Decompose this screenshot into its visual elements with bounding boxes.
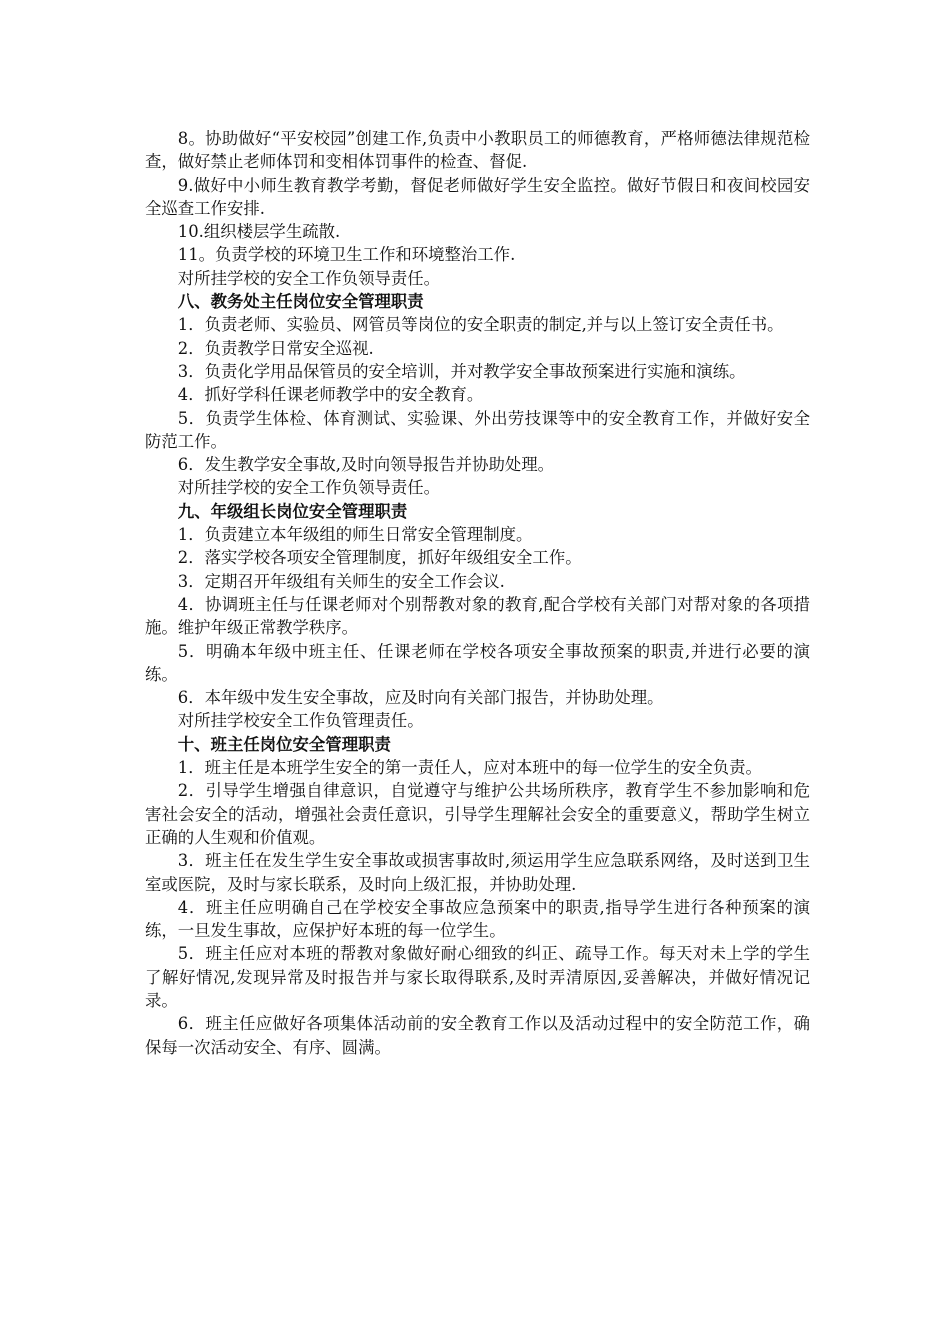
paragraph: 11。负责学校的环境卫生工作和环境整治工作. (177, 245, 516, 265)
paragraph: 对所挂学校的安全工作负领导责任。 (177, 268, 441, 288)
document-page (145, 127, 810, 1059)
paragraph: 3．负责化学用品保管员的安全培训，并对教学安全事故预案进行实施和演练。 (177, 361, 746, 381)
paragraph: 4．抓好学科任课老师教学中的安全教育。 (177, 385, 484, 405)
paragraph: 2．落实学校各项安全管理制度，抓好年级组安全工作。 (177, 548, 582, 568)
paragraph: 对所挂学校的安全工作负领导责任。 (177, 478, 441, 498)
section-heading: 九、年级组长岗位安全管理职责 (177, 501, 408, 521)
paragraph: 6．班主任应做好各项集体活动前的安全教育工作以及活动过程中的安全防范工作，确保每一次活动安全、有序、圆满。 (145, 1014, 810, 1057)
paragraph: 10.组织楼层学生疏散. (177, 222, 341, 242)
paragraph: 1．班主任是本班学生安全的第一责任人，应对本班中的每一位学生的安全负责。 (177, 758, 762, 778)
paragraph: 1．负责建立本年级组的师生日常安全管理制度。 (177, 525, 533, 545)
paragraph: 3．班主任在发生学生安全事故或损害事故时,须运用学生应急联系网络，及时送到卫生室或医院，及时与家长联系，及时向上级汇报，并协助处理. (145, 851, 810, 894)
paragraph: 4．班主任应明确自己在学校安全事故应急预案中的职责,指导学生进行各种预案的演练，一旦发生事故，应保护好本班的每一位学生。 (145, 897, 810, 941)
paragraph: 6．发生教学安全事故,及时向领导报告并协助处理。 (177, 455, 555, 475)
paragraph: 2．负责教学日常安全巡视. (177, 338, 374, 358)
paragraph: 3．定期召开年级组有关师生的安全工作会议. (177, 571, 505, 591)
section-heading: 八、教务处主任岗位安全管理职责 (177, 292, 424, 312)
paragraph: 5．班主任应对本班的帮教对象做好耐心细致的纠正、疏导工作。每天对未上学的学生了解好情况,发现异常及时报告并与家长取得联系,及时弄清原因,妥善解决，并做好情况记录。 (145, 944, 810, 1010)
paragraph: 8。协助做好“平安校园”创建工作,负责中小教职员工的师德教育，严格师德法律规范检查，做好禁止老师体罚和变相体罚事件的检查、督促. (145, 129, 810, 172)
paragraph: 4．协调班主任与任课老师对个别帮教对象的教育,配合学校有关部门对帮对象的各项措施。维护年级正常教学秩序。 (145, 594, 810, 638)
paragraph: 5．负责学生体检、体育测试、实验课、外出劳技课等中的安全教育工作，并做好安全防范工作。 (145, 408, 810, 451)
paragraph: 2．引导学生增强自律意识，自觉遵守与维护公共场所秩序，教育学生不参加影响和危害社会安全的活动，增强社会责任意识，引导学生理解社会安全的重要意义，帮助学生树立正确的人生观和价值观。 (145, 781, 810, 847)
paragraph: 对所挂学校安全工作负管理责任。 (177, 711, 424, 731)
paragraph: 9.做好中小师生教育教学考勤，督促老师做好学生安全监控。做好节假日和夜间校园安全巡查工作安排. (145, 175, 810, 218)
paragraph: 5．明确本年级中班主任、任课老师在学校各项安全事故预案的职责,并进行必要的演练。 (145, 641, 810, 684)
paragraph: 6．本年级中发生安全事故，应及时向有关部门报告，并协助处理。 (177, 688, 664, 708)
paragraph: 1．负责老师、实验员、网管员等岗位的安全职责的制定,并与以上签订安全责任书。 (177, 315, 784, 335)
section-heading: 十、班主任岗位安全管理职责 (177, 734, 391, 754)
